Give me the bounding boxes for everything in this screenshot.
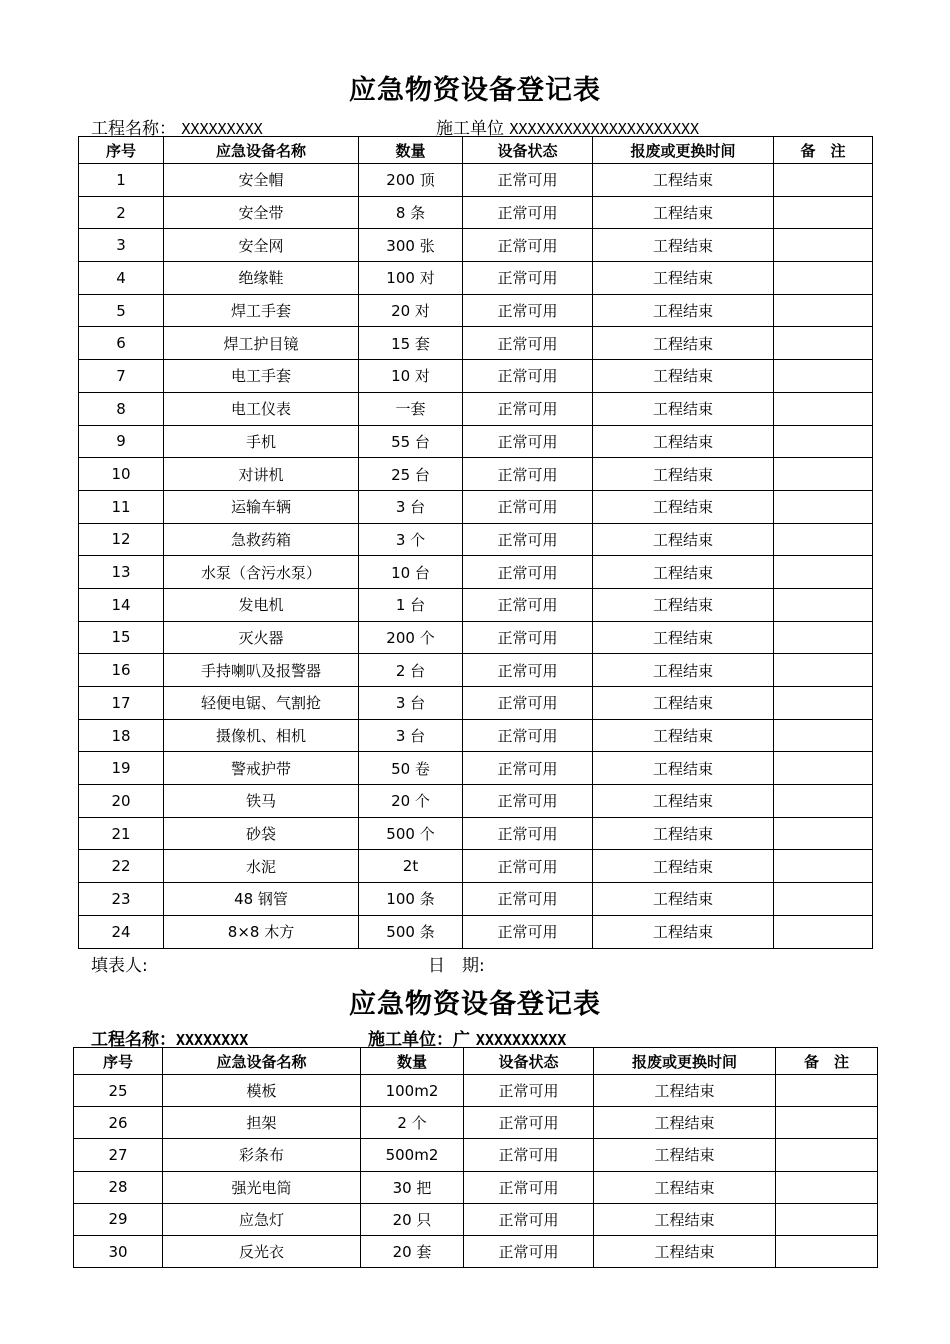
table-row: [74, 1171, 878, 1203]
replace-time-cell: 工程结束: [593, 621, 774, 654]
seq-cell: 5: [79, 294, 164, 327]
quantity-cell: 1 台: [359, 588, 463, 621]
header-cell: 备 注: [776, 1048, 878, 1075]
header-cell: 报废或更换时间: [593, 137, 774, 164]
quantity-cell: 10 对: [359, 360, 463, 393]
quantity-cell: 100m2: [361, 1075, 464, 1107]
status-cell: 正常可用: [463, 654, 593, 687]
form2-project-label: 工程名称：: [91, 1030, 176, 1050]
equipment-name-cell: 砂袋: [164, 817, 359, 850]
remarks-cell: [774, 523, 873, 556]
quantity-cell: 25 台: [359, 458, 463, 491]
quantity-cell: 3 个: [359, 523, 463, 556]
date-label: 日 期:: [428, 956, 485, 976]
header-cell: 序号: [74, 1048, 163, 1075]
status-cell: 正常可用: [463, 588, 593, 621]
seq-cell: 23: [79, 883, 164, 916]
header-cell: 报废或更换时间: [594, 1048, 776, 1075]
remarks-cell: [774, 752, 873, 785]
form1-project-value: XXXXXXXXX: [181, 120, 263, 138]
seq-cell: 22: [79, 850, 164, 883]
remarks-cell: [776, 1139, 878, 1171]
replace-time-cell: 工程结束: [593, 392, 774, 425]
seq-cell: 24: [79, 915, 164, 948]
quantity-cell: 50 卷: [359, 752, 463, 785]
status-cell: 正常可用: [464, 1107, 594, 1139]
quantity-cell: 3 台: [359, 490, 463, 523]
header-cell: 应急设备名称: [164, 137, 359, 164]
quantity-cell: 500 个: [359, 817, 463, 850]
table-row: [79, 196, 873, 229]
equipment-name-cell: 绝缘鞋: [164, 262, 359, 295]
quantity-cell: 8 条: [359, 196, 463, 229]
header-cell: 数量: [361, 1048, 464, 1075]
status-cell: 正常可用: [463, 392, 593, 425]
table-row: [74, 1107, 878, 1139]
header-cell: 应急设备名称: [163, 1048, 361, 1075]
seq-cell: 16: [79, 654, 164, 687]
table-row: [79, 392, 873, 425]
table-row: [79, 817, 873, 850]
replace-time-cell: 工程结束: [594, 1107, 776, 1139]
remarks-cell: [774, 229, 873, 262]
form1-title: 应急物资设备登记表: [349, 75, 601, 106]
seq-cell: 4: [79, 262, 164, 295]
table-row: [74, 1139, 878, 1171]
status-cell: 正常可用: [463, 915, 593, 948]
equipment-name-cell: 焊工手套: [164, 294, 359, 327]
remarks-cell: [774, 556, 873, 589]
remarks-cell: [776, 1107, 878, 1139]
seq-cell: 3: [79, 229, 164, 262]
seq-cell: 8: [79, 392, 164, 425]
form1-unit-value: XXXXXXXXXXXXXXXXXXXXX: [509, 120, 700, 138]
table-row: [79, 294, 873, 327]
form2-unit-value: XXXXXXXXXX: [475, 1031, 567, 1049]
equipment-name-cell: 反光衣: [163, 1235, 361, 1267]
status-cell: 正常可用: [463, 229, 593, 262]
remarks-cell: [774, 687, 873, 720]
status-cell: 正常可用: [463, 164, 593, 197]
equipment-name-cell: 应急灯: [163, 1203, 361, 1235]
table-row: [74, 1075, 878, 1107]
equipment-name-cell: 灭火器: [164, 621, 359, 654]
quantity-cell: 15 套: [359, 327, 463, 360]
table-row: [79, 588, 873, 621]
quantity-cell: 100 对: [359, 262, 463, 295]
status-cell: 正常可用: [463, 262, 593, 295]
remarks-cell: [774, 392, 873, 425]
remarks-cell: [774, 360, 873, 393]
seq-cell: 9: [79, 425, 164, 458]
status-cell: 正常可用: [463, 523, 593, 556]
equipment-name-cell: 安全网: [164, 229, 359, 262]
table-row: [79, 164, 873, 197]
replace-time-cell: 工程结束: [593, 523, 774, 556]
form1-table: [78, 136, 873, 949]
status-cell: 正常可用: [463, 458, 593, 491]
status-cell: 正常可用: [463, 425, 593, 458]
seq-cell: 21: [79, 817, 164, 850]
replace-time-cell: 工程结束: [593, 229, 774, 262]
quantity-cell: 20 对: [359, 294, 463, 327]
equipment-name-cell: 警戒护带: [164, 752, 359, 785]
replace-time-cell: 工程结束: [593, 687, 774, 720]
remarks-cell: [774, 490, 873, 523]
replace-time-cell: 工程结束: [593, 752, 774, 785]
remarks-cell: [774, 294, 873, 327]
quantity-cell: 2 台: [359, 654, 463, 687]
seq-cell: 7: [79, 360, 164, 393]
table-row: [79, 621, 873, 654]
equipment-name-cell: 48 钢管: [164, 883, 359, 916]
seq-cell: 29: [74, 1203, 163, 1235]
remarks-cell: [774, 850, 873, 883]
replace-time-cell: 工程结束: [593, 883, 774, 916]
header-cell: 数量: [359, 137, 463, 164]
status-cell: 正常可用: [463, 360, 593, 393]
status-cell: 正常可用: [464, 1171, 594, 1203]
form1-header-row: [79, 137, 873, 164]
remarks-cell: [774, 654, 873, 687]
remarks-cell: [774, 915, 873, 948]
status-cell: 正常可用: [463, 621, 593, 654]
seq-cell: 19: [79, 752, 164, 785]
status-cell: 正常可用: [463, 817, 593, 850]
remarks-cell: [774, 883, 873, 916]
table-row: [79, 490, 873, 523]
table-row: [79, 687, 873, 720]
replace-time-cell: 工程结束: [593, 817, 774, 850]
equipment-name-cell: 急救药箱: [164, 523, 359, 556]
filler-label: 填表人:: [91, 956, 148, 976]
replace-time-cell: 工程结束: [594, 1235, 776, 1267]
form2-header-row: [74, 1048, 878, 1075]
table-row: [79, 752, 873, 785]
replace-time-cell: 工程结束: [593, 556, 774, 589]
replace-time-cell: 工程结束: [593, 785, 774, 818]
remarks-cell: [776, 1075, 878, 1107]
quantity-cell: 10 台: [359, 556, 463, 589]
remarks-cell: [776, 1235, 878, 1267]
remarks-cell: [776, 1203, 878, 1235]
table-row: [79, 229, 873, 262]
status-cell: 正常可用: [463, 490, 593, 523]
equipment-name-cell: 手机: [164, 425, 359, 458]
replace-time-cell: 工程结束: [593, 327, 774, 360]
equipment-name-cell: 水泥: [164, 850, 359, 883]
header-cell: 设备状态: [463, 137, 593, 164]
seq-cell: 15: [79, 621, 164, 654]
replace-time-cell: 工程结束: [593, 294, 774, 327]
replace-time-cell: 工程结束: [593, 588, 774, 621]
quantity-cell: 20 只: [361, 1203, 464, 1235]
equipment-name-cell: 发电机: [164, 588, 359, 621]
replace-time-cell: 工程结束: [593, 915, 774, 948]
quantity-cell: 200 顶: [359, 164, 463, 197]
replace-time-cell: 工程结束: [593, 458, 774, 491]
replace-time-cell: 工程结束: [593, 850, 774, 883]
replace-time-cell: 工程结束: [594, 1203, 776, 1235]
seq-cell: 18: [79, 719, 164, 752]
quantity-cell: 20 个: [359, 785, 463, 818]
equipment-name-cell: 轻便电锯、气割抢: [164, 687, 359, 720]
table-row: [79, 785, 873, 818]
equipment-name-cell: 8×8 木方: [164, 915, 359, 948]
replace-time-cell: 工程结束: [593, 164, 774, 197]
equipment-name-cell: 手持喇叭及报警器: [164, 654, 359, 687]
remarks-cell: [774, 719, 873, 752]
form2-unit-label: 施工单位：广: [368, 1030, 470, 1050]
status-cell: 正常可用: [463, 556, 593, 589]
table-row: [74, 1203, 878, 1235]
equipment-name-cell: 对讲机: [164, 458, 359, 491]
seq-cell: 10: [79, 458, 164, 491]
remarks-cell: [774, 817, 873, 850]
equipment-name-cell: 安全带: [164, 196, 359, 229]
replace-time-cell: 工程结束: [593, 425, 774, 458]
seq-cell: 20: [79, 785, 164, 818]
quantity-cell: 30 把: [361, 1171, 464, 1203]
table-row: [79, 719, 873, 752]
table-row: [79, 556, 873, 589]
status-cell: 正常可用: [463, 850, 593, 883]
remarks-cell: [774, 196, 873, 229]
seq-cell: 13: [79, 556, 164, 589]
quantity-cell: 一套: [359, 392, 463, 425]
seq-cell: 27: [74, 1139, 163, 1171]
table-row: [79, 360, 873, 393]
table-row: [79, 458, 873, 491]
quantity-cell: 3 台: [359, 687, 463, 720]
quantity-cell: 20 套: [361, 1235, 464, 1267]
remarks-cell: [774, 621, 873, 654]
remarks-cell: [774, 425, 873, 458]
seq-cell: 26: [74, 1107, 163, 1139]
equipment-name-cell: 强光电筒: [163, 1171, 361, 1203]
remarks-cell: [774, 327, 873, 360]
form2-project-value: XXXXXXXX: [176, 1031, 249, 1049]
status-cell: 正常可用: [464, 1139, 594, 1171]
equipment-name-cell: 运输车辆: [164, 490, 359, 523]
remarks-cell: [774, 458, 873, 491]
equipment-name-cell: 电工手套: [164, 360, 359, 393]
seq-cell: 11: [79, 490, 164, 523]
equipment-name-cell: 焊工护目镜: [164, 327, 359, 360]
table-row: [79, 327, 873, 360]
replace-time-cell: 工程结束: [593, 360, 774, 393]
header-cell: 备 注: [774, 137, 873, 164]
quantity-cell: 3 台: [359, 719, 463, 752]
equipment-name-cell: 彩条布: [163, 1139, 361, 1171]
quantity-cell: 500m2: [361, 1139, 464, 1171]
seq-cell: 17: [79, 687, 164, 720]
seq-cell: 6: [79, 327, 164, 360]
quantity-cell: 2t: [359, 850, 463, 883]
status-cell: 正常可用: [463, 883, 593, 916]
replace-time-cell: 工程结束: [594, 1171, 776, 1203]
form2-table: [73, 1047, 878, 1268]
header-cell: 设备状态: [464, 1048, 594, 1075]
quantity-cell: 500 条: [359, 915, 463, 948]
status-cell: 正常可用: [463, 294, 593, 327]
seq-cell: 30: [74, 1235, 163, 1267]
replace-time-cell: 工程结束: [593, 719, 774, 752]
remarks-cell: [776, 1171, 878, 1203]
remarks-cell: [774, 588, 873, 621]
table-row: [79, 523, 873, 556]
status-cell: 正常可用: [463, 196, 593, 229]
table-row: [79, 262, 873, 295]
status-cell: 正常可用: [463, 752, 593, 785]
replace-time-cell: 工程结束: [594, 1139, 776, 1171]
table-row: [79, 654, 873, 687]
quantity-cell: 200 个: [359, 621, 463, 654]
seq-cell: 25: [74, 1075, 163, 1107]
seq-cell: 14: [79, 588, 164, 621]
quantity-cell: 300 张: [359, 229, 463, 262]
status-cell: 正常可用: [464, 1075, 594, 1107]
equipment-name-cell: 担架: [163, 1107, 361, 1139]
replace-time-cell: 工程结束: [593, 490, 774, 523]
status-cell: 正常可用: [463, 327, 593, 360]
status-cell: 正常可用: [463, 687, 593, 720]
equipment-name-cell: 水泵（含污水泵）: [164, 556, 359, 589]
remarks-cell: [774, 164, 873, 197]
table-row: [79, 850, 873, 883]
replace-time-cell: 工程结束: [593, 196, 774, 229]
form1-unit-label: 施工单位: [436, 119, 504, 139]
equipment-name-cell: 安全帽: [164, 164, 359, 197]
remarks-cell: [774, 785, 873, 818]
form1-table-body: [79, 164, 873, 949]
quantity-cell: 100 条: [359, 883, 463, 916]
form2-table-body: [74, 1075, 878, 1268]
table-row: [79, 425, 873, 458]
equipment-name-cell: 模板: [163, 1075, 361, 1107]
replace-time-cell: 工程结束: [593, 654, 774, 687]
equipment-name-cell: 铁马: [164, 785, 359, 818]
header-cell: 序号: [79, 137, 164, 164]
remarks-cell: [774, 262, 873, 295]
status-cell: 正常可用: [463, 719, 593, 752]
form1-project-label: 工程名称：: [91, 119, 176, 139]
seq-cell: 1: [79, 164, 164, 197]
status-cell: 正常可用: [464, 1203, 594, 1235]
quantity-cell: 2 个: [361, 1107, 464, 1139]
table-row: [74, 1235, 878, 1267]
table-row: [79, 915, 873, 948]
replace-time-cell: 工程结束: [594, 1075, 776, 1107]
form2-title: 应急物资设备登记表: [349, 989, 601, 1020]
seq-cell: 28: [74, 1171, 163, 1203]
seq-cell: 2: [79, 196, 164, 229]
status-cell: 正常可用: [463, 785, 593, 818]
quantity-cell: 55 台: [359, 425, 463, 458]
equipment-name-cell: 摄像机、相机: [164, 719, 359, 752]
equipment-name-cell: 电工仪表: [164, 392, 359, 425]
table-row: [79, 883, 873, 916]
replace-time-cell: 工程结束: [593, 262, 774, 295]
status-cell: 正常可用: [464, 1235, 594, 1267]
seq-cell: 12: [79, 523, 164, 556]
